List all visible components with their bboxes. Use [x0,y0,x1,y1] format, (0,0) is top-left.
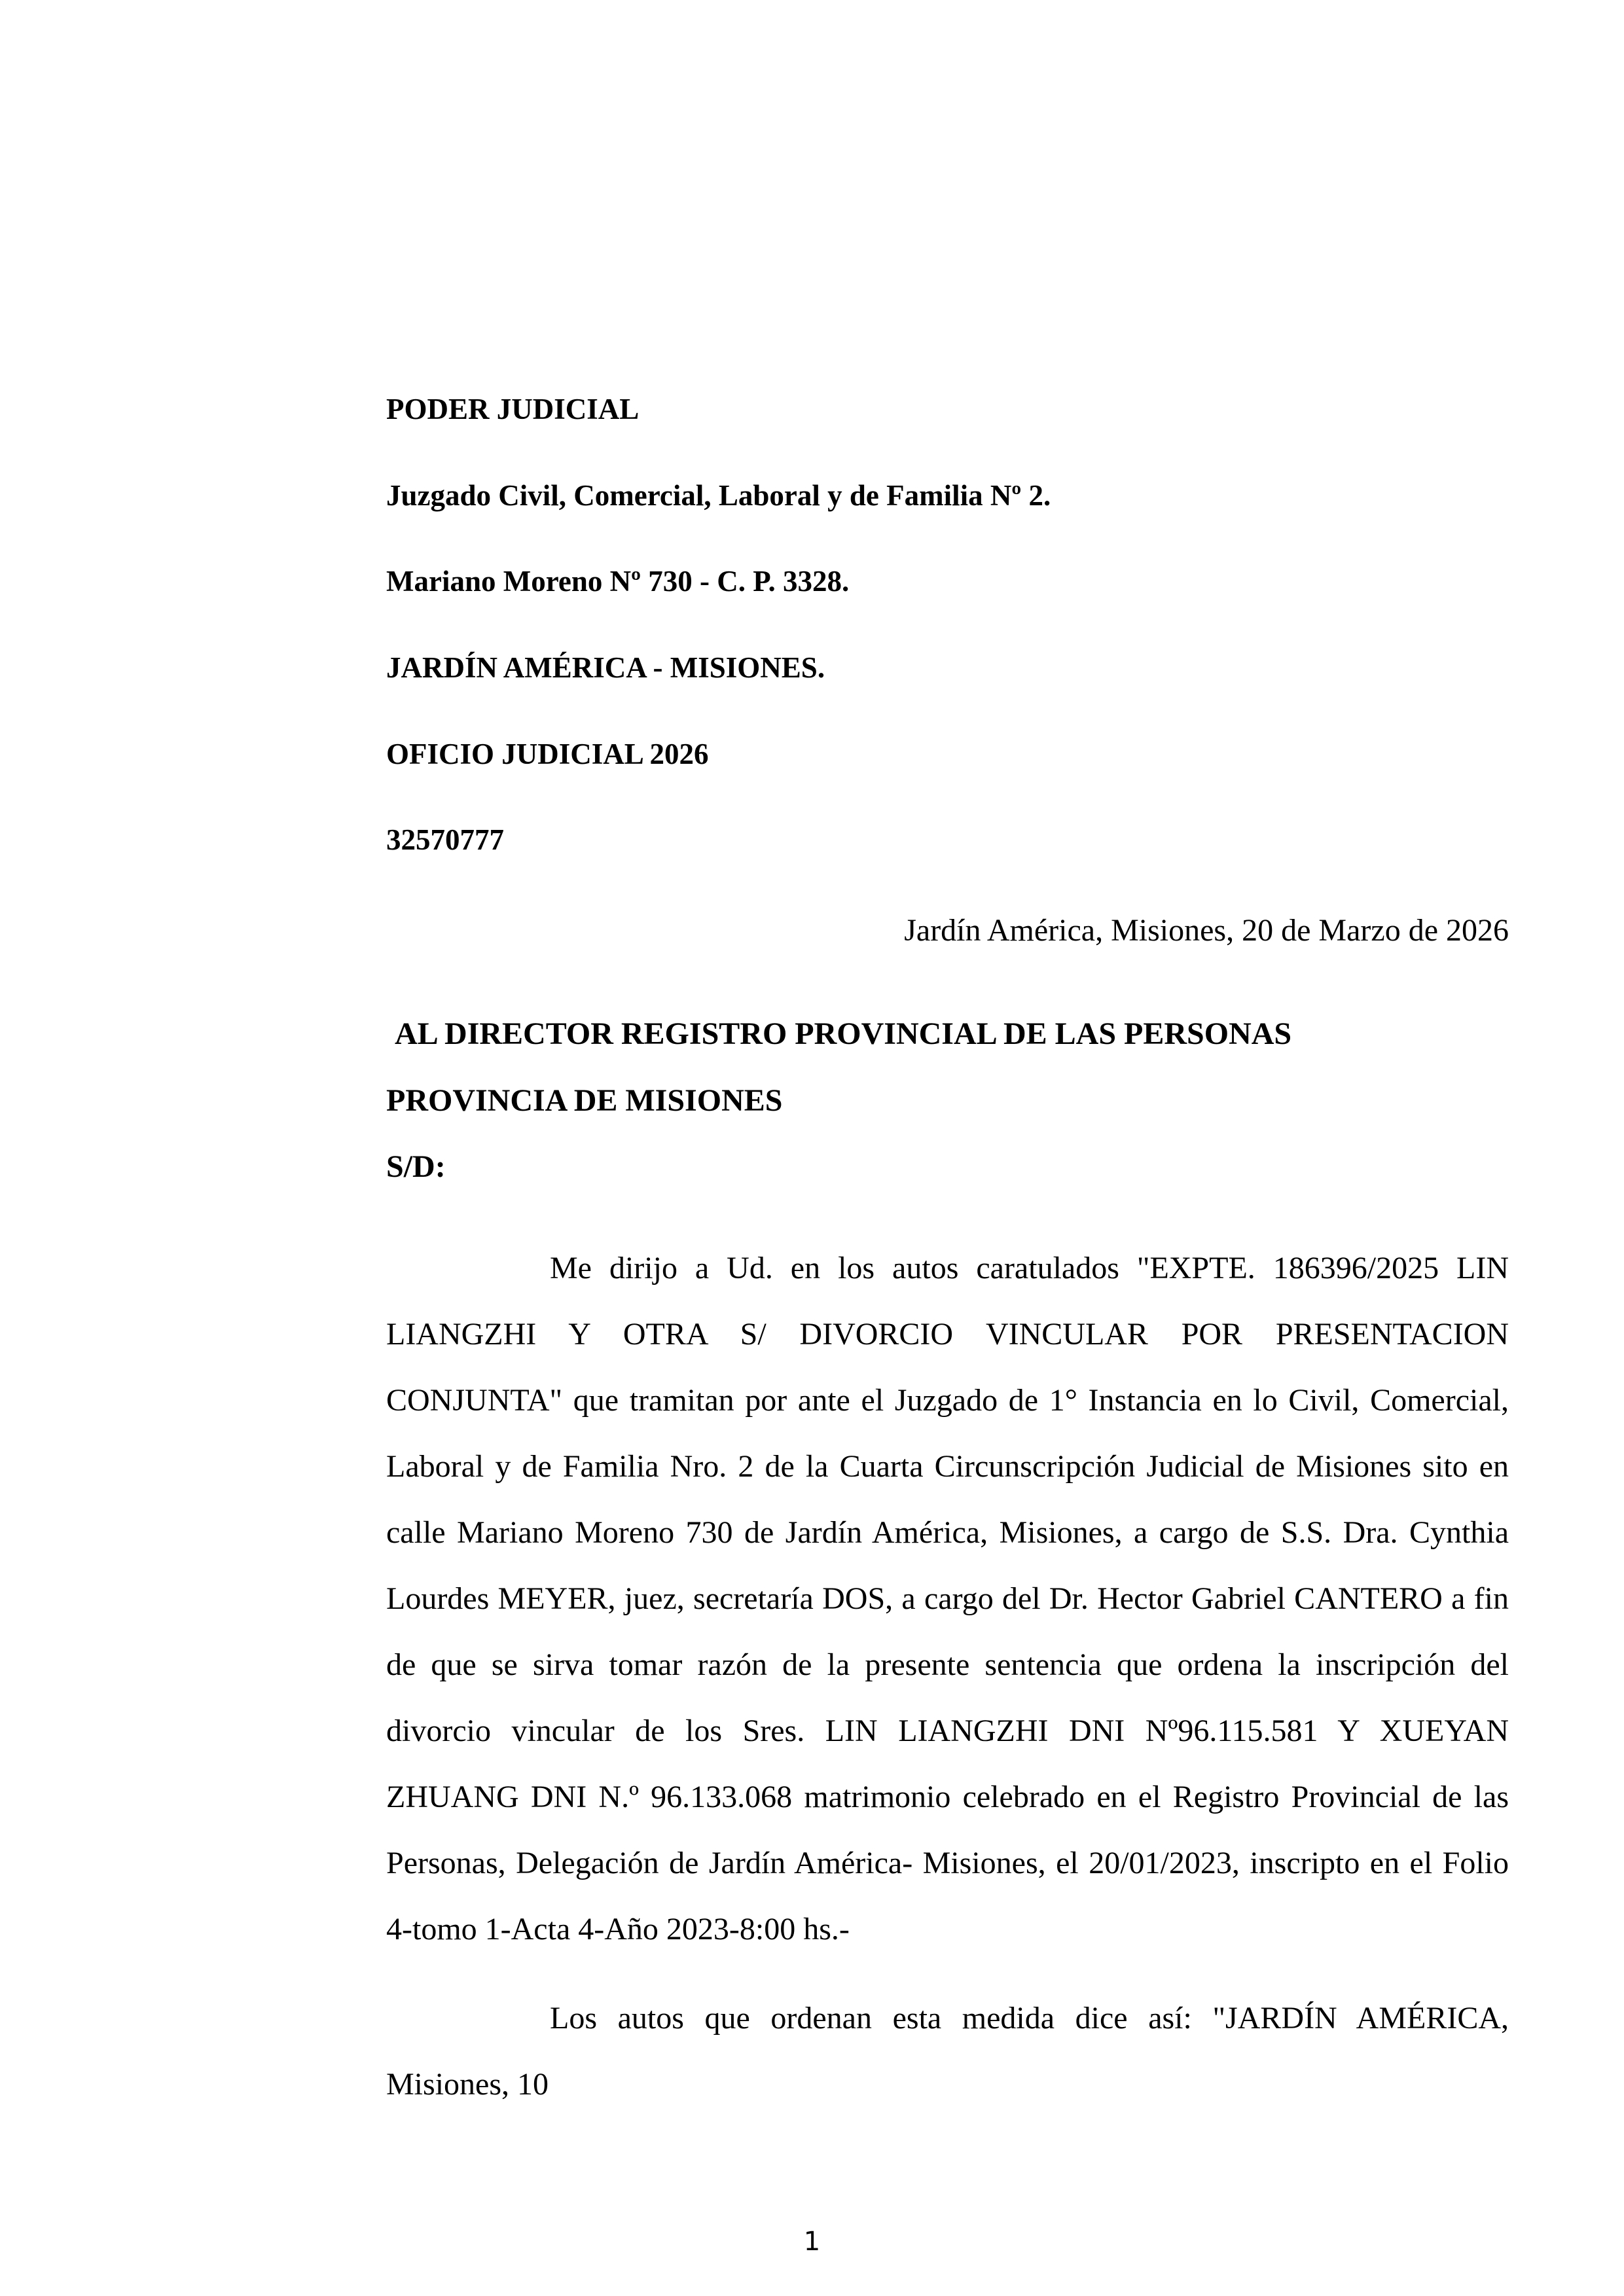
body-paragraph-main: Me dirijo a Ud. en los autos caratulados "EXPTE. 186396/2025 LIN LIANGZHI Y OTRA S/ DIVORCIO VINCULAR POR PRESENTACION CONJUNTA" que tramitan por ante el Juzgado de 1° Instancia en lo Civil, Comercial, Laboral y de Familia Nro. 2 de la Cuarta Circunscripción Judicial de Misiones sito en calle Mariano Moreno 730 de Jardín América, Misiones, a cargo de S.S. Dra. Cynthia Lourdes MEYER, juez, secretaría DOS, a cargo del Dr. Hector Gabriel CANTERO a fin de que se sirva tomar razón de la presente sentencia que ordena la inscripción del divorcio vincular de los Sres. LIN LIANGZHI DNI Nº96.115.581 Y XUEYAN ZHUANG DNI N.º 96.133.068 matrimonio celebrado en el Registro Provincial de las Personas, Delegación de Jardín América- Misiones, el 20/01/2023, inscripto en el Folio 4-tomo 1-Acta 4-Año 2023-8:00 hs.- [386,1251,1509,1946]
addressee-province: PROVINCIA DE MISIONES [386,1083,783,1118]
body-paragraph-order: Los autos que ordenan esta medida dice así: "JARDÍN AMÉRICA, Misiones, 10 [386,2001,1509,2102]
header-institution: PODER JUDICIAL [386,393,640,425]
addressee-title: AL DIRECTOR REGISTRO PROVINCIAL DE LAS PERSONAS [395,1016,1292,1051]
page-number: 1 [803,2227,821,2257]
header-city: JARDÍN AMÉRICA - MISIONES. [386,651,825,684]
header-address: Mariano Moreno Nº 730 - C. P. 3328. [386,565,850,598]
addressee-salutation: S/D: [386,1149,446,1184]
header-document-type: OFICIO JUDICIAL 2026 [386,738,709,770]
date-line: Jardín América, Misiones, 20 de Marzo de 2026 [904,913,1509,948]
header-court: Juzgado Civil, Comercial, Laboral y de Familia Nº 2. [386,479,1051,512]
header-document-number: 32570777 [386,823,504,856]
